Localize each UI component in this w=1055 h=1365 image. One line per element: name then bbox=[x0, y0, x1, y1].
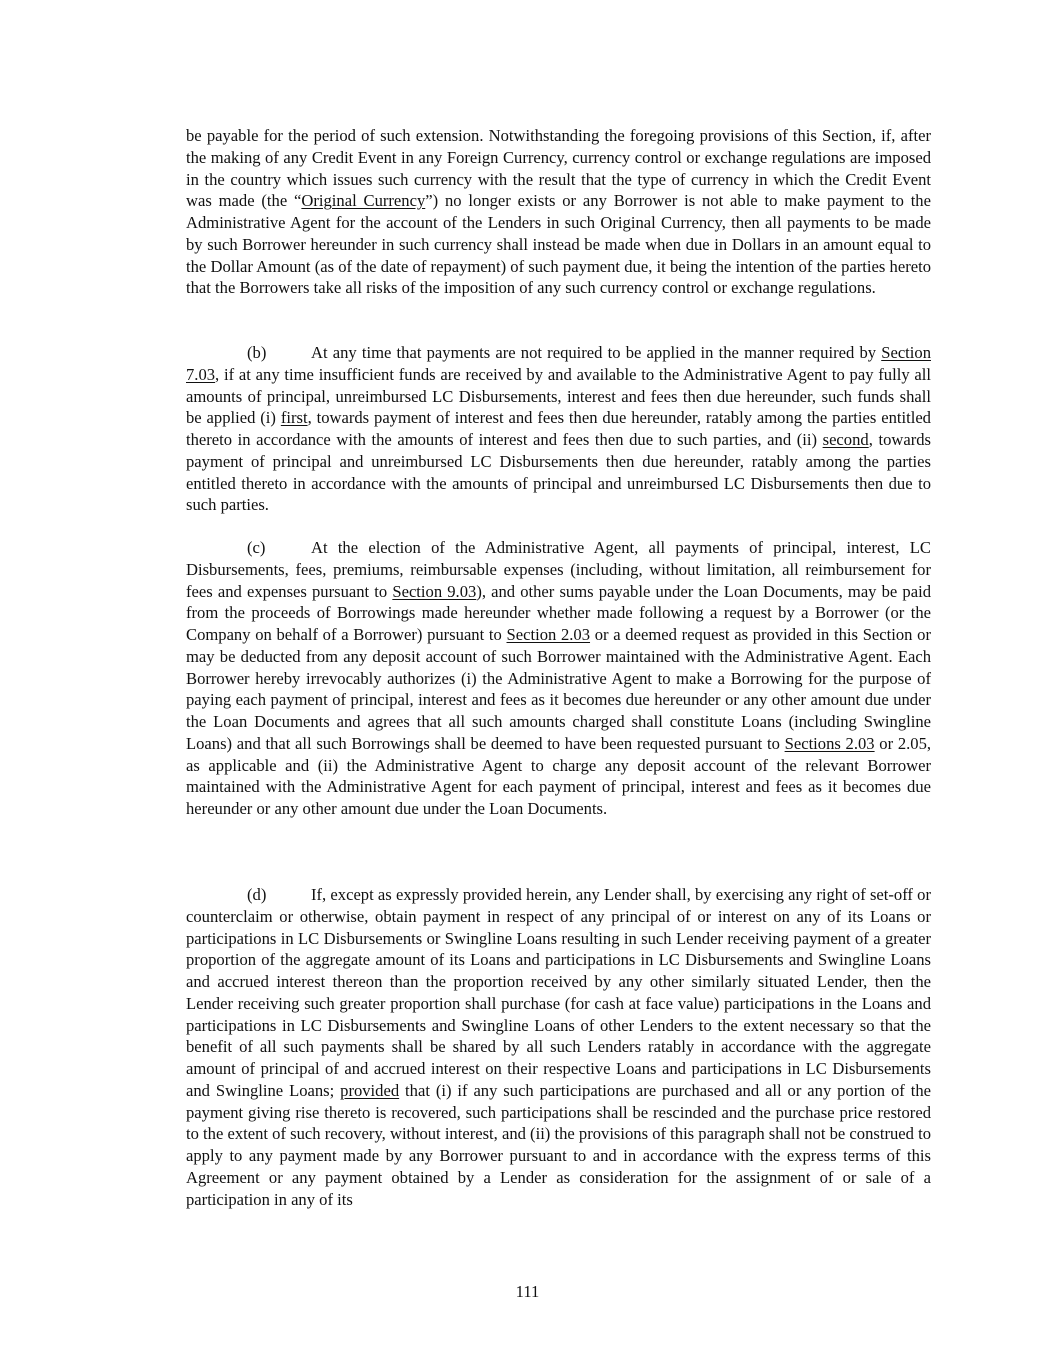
section-reference: Section 9.03 bbox=[392, 581, 477, 601]
defined-term-original-currency: Original Currency bbox=[301, 191, 426, 211]
paragraph-c bbox=[186, 537, 931, 820]
paragraph-d bbox=[186, 884, 931, 1210]
paragraph-text: , towards payment of principal and unreimbursed LC Disbursements then due hereunder, ratably among the parties entitled thereto in accordance with the amounts of principal and unreimbursed LC Disbursements then due to such parties. bbox=[186, 430, 931, 515]
paragraph-text: be payable for the period of such extension. Notwithstanding the foregoing provisions of this Section, if, after the making of any Credit Event in any Foreign Currency, currency control or exchange regulations are imposed in the country which issues such currency with the result that the type of currency in which the Credit Event was made (the “ bbox=[186, 126, 931, 211]
paragraph-b bbox=[186, 342, 931, 516]
paragraph-continuation bbox=[186, 125, 931, 299]
paragraph-text: , towards payment of interest and fees then due hereunder, ratably among the parties entitled thereto in accordance with the amounts of interest and fees then due to such parties, and (ii) bbox=[186, 408, 931, 449]
paragraph-text: At any time that payments are not required to be applied in the manner required by bbox=[311, 343, 882, 362]
emphasized-term: second bbox=[822, 430, 869, 449]
section-reference: Section 2.03 bbox=[506, 625, 591, 644]
paragraph-text: that (i) if any such participations are purchased and all or any portion of the payment giving rise thereto is recovered, such participations shall be rescinded and the purchase price restored to the extent of such recovery, without interest, and (ii) the provisions of this paragraph shall not be construed to apply to any payment made by any Borrower pursuant to and in accordance with the express terms of this Agreement or any payment obtained by a Lender as consideration for the assignment of or sale of a participation in any of its bbox=[186, 1080, 931, 1209]
emphasized-term: provided bbox=[340, 1080, 400, 1100]
paragraph-text: ”) no longer exists or any Borrower is not able to make payment to the Administrative Agent for the account of the Lenders in such Original Currency, then all payments to be made by such Borrower hereunder in such currency shall instead be made when due in Dollars in an amount equal to the Dollar Amount (as of the date of repayment) of such payment due, it being the intention of the parties hereto that the Borrowers take all risks of the imposition of any such currency control or exchange regulations. bbox=[186, 191, 931, 298]
paragraph-text: If, except as expressly provided herein, any Lender shall, by exercising any right of set-off or counterclaim or otherwise, obtain payment in respect of any principal of or interest on any of its Loans or participations in LC Disbursements or Swingline Loans resulting in such Lender receiving payment of a greater proportion of the aggregate amount of its Loans and participations in LC Disbursements and Swingline Loans and accrued interest thereon than the proportion received by any other similarly situated Lender, then the Lender receiving such greater proportion shall purchase (for cash at face value) participations in the Loans and participations in LC Disbursements and Swingline Loans of other Lenders to the extent necessary so that the benefit of all such payments shall be shared by all such Lenders ratably in accordance with the aggregate amount of principal of and accrued interest on their respective Loans and participations in LC Disbursements and Swingline Loans; bbox=[186, 885, 931, 1100]
paragraph-label: (d) bbox=[247, 885, 267, 904]
paragraph-text: or a deemed request as provided in this Section or may be deducted from any deposit account of such Borrower maintained with the Administrative Agent. Each Borrower hereby irrevocably authorizes (i) the Administrative Agent to make a Borrowing for the purpose of paying each payment of principal, interest and fees as it becomes due hereunder or any other amount due under the Loan Documents and agrees that all such amounts charged shall constitute Loans (including Swingline Loans) and that all such Borrowings shall be deemed to have been requested pursuant to bbox=[186, 625, 931, 753]
section-reference: Sections 2.03 bbox=[784, 733, 875, 753]
paragraph-text: At the election of the Administrative Agent, all payments of principal, interest, LC Disbursements, fees, premiums, reimbursable expenses (including, without limitation, all reimbursement for fees and expenses pursuant to bbox=[186, 538, 931, 601]
paragraph-text: or 2.05, as applicable and (ii) the Administrative Agent to charge any deposit account of the relevant Borrower maintained with the Administrative Agent for each payment of principal, interest and fees as it becomes due hereunder or any other amount due under the Loan Documents. bbox=[186, 733, 932, 818]
paragraph-text: ), and other sums payable under the Loan Documents, may be paid from the proceeds of Borrowings made hereunder whether made following a request by a Borrower (or the Company on behalf of a Borrower) pursuant to bbox=[186, 581, 931, 644]
paragraph-text: , if at any time insufficient funds are received by and available to the Administrative Agent to pay fully all amounts of principal, unreimbursed LC Disbursements, interest and fees then due hereunder, such funds shall be applied (i) bbox=[186, 364, 931, 428]
paragraph-label: (b) bbox=[247, 343, 267, 362]
paragraph-label: (c) bbox=[247, 538, 266, 557]
section-reference: Section 7.03 bbox=[186, 343, 931, 384]
emphasized-term: first bbox=[280, 408, 308, 428]
page-number: 111 bbox=[515, 1282, 540, 1301]
